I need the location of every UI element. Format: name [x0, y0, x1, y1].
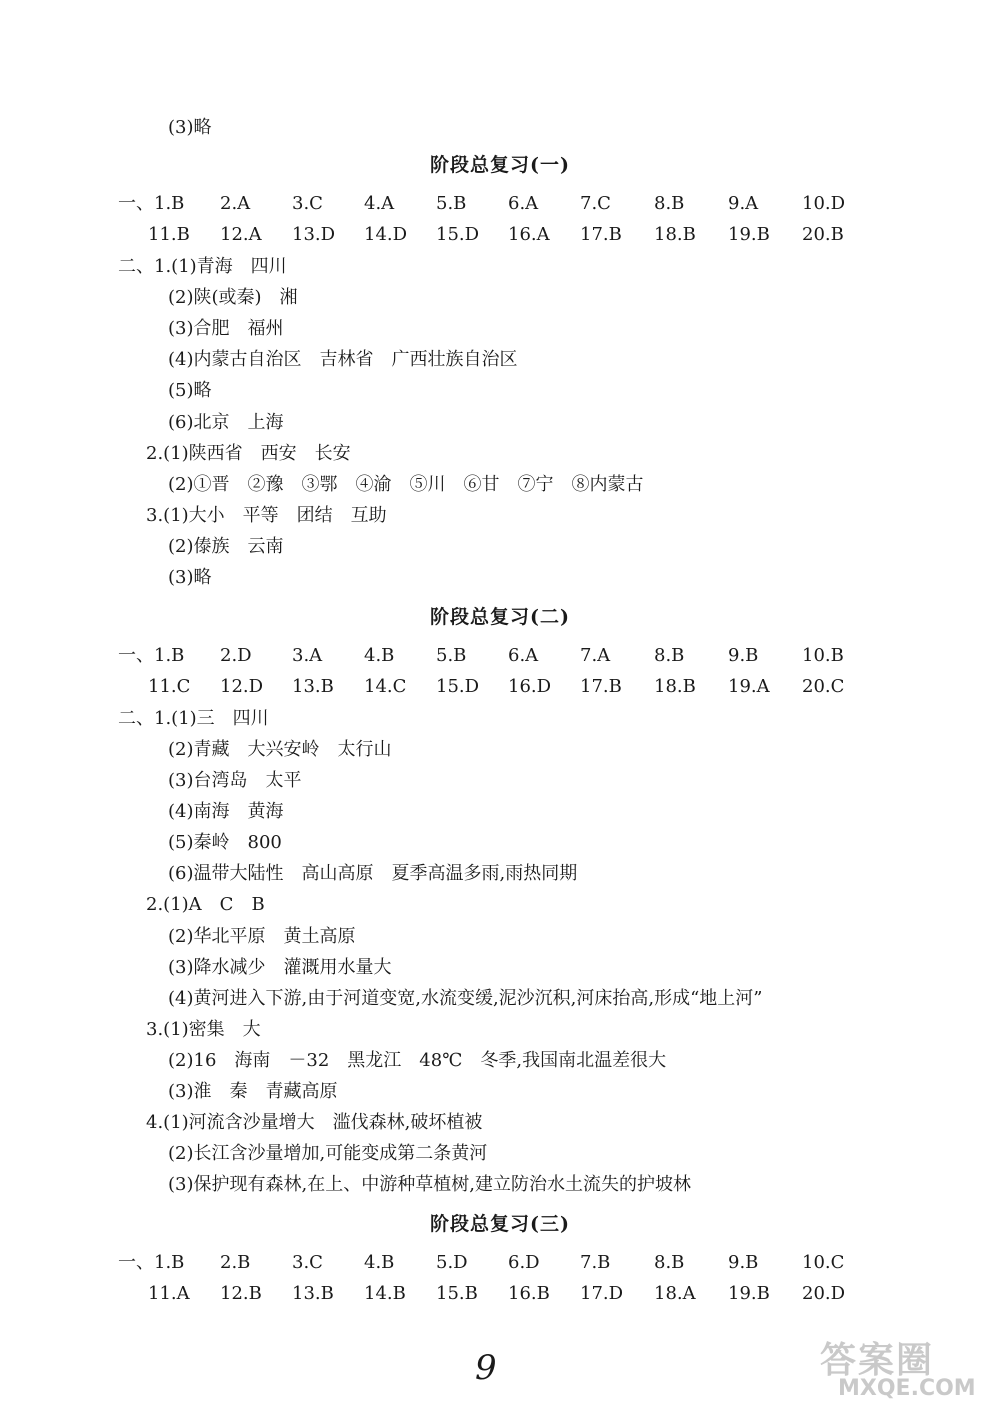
- answer: 16.D: [508, 676, 552, 697]
- answer: 18.B: [654, 676, 696, 697]
- answer-line: (4)内蒙古自治区 吉林省 广西壮族自治区: [168, 349, 518, 370]
- answer-line: (3)略: [168, 567, 212, 588]
- answer: 10.B: [802, 645, 844, 666]
- watermark-logo-text: 答案圈: [820, 1340, 935, 1381]
- page-number: 9: [475, 1348, 497, 1388]
- answer: 12.D: [220, 676, 264, 697]
- answer: 7.B: [580, 1252, 611, 1273]
- answer-line: (2)华北平原 黄土高原: [168, 926, 356, 947]
- answer: 10.C: [802, 1252, 845, 1273]
- answer-line: (5)秦岭 800: [168, 832, 282, 853]
- answer-line: (4)南海 黄海: [168, 801, 284, 822]
- answer-line: (2)16 海南 －32 黑龙江 48℃ 冬季,我国南北温差很大: [168, 1050, 667, 1071]
- section-1-mc-row-1: [0, 192, 1000, 216]
- answer: 4.B: [364, 1252, 395, 1273]
- answer: 16.A: [508, 224, 550, 245]
- answer-line: (3)台湾岛 太平: [168, 770, 302, 791]
- section-2-mc-row-1: [0, 644, 1000, 668]
- answer-line: (2)①晋 ②豫 ③鄂 ④渝 ⑤川 ⑥甘 ⑦宁 ⑧内蒙古: [168, 474, 644, 495]
- answer: 3.A: [292, 645, 323, 666]
- answer: 20.B: [802, 224, 844, 245]
- answer-line: 二、1.(1)青海 四川: [118, 256, 287, 277]
- answer: 14.D: [364, 224, 408, 245]
- answer-line: (4)黄河进入下游,由于河道变宽,水流变缓,泥沙沉积,河床抬高,形成“地上河”: [168, 988, 763, 1009]
- answer-line: (3)淮 秦 青藏高原: [168, 1081, 338, 1102]
- answer-line: (2)长江含沙量增加,可能变成第二条黄河: [168, 1143, 488, 1164]
- section-3-mc-row-1: [0, 1251, 1000, 1275]
- answer: 19.B: [728, 224, 770, 245]
- answer: 13.B: [292, 676, 334, 697]
- answer: 2.A: [220, 193, 251, 214]
- answer: 5.B: [436, 645, 467, 666]
- answer-line: (3)降水减少 灌溉用水量大: [168, 957, 392, 978]
- answer: 9.B: [728, 645, 759, 666]
- section-2-mc-row-2: [0, 675, 1000, 699]
- answer-line: (2)青藏 大兴安岭 太行山: [168, 739, 392, 760]
- answer: 15.D: [436, 224, 480, 245]
- answer: 10.D: [802, 193, 846, 214]
- answer: 2.D: [220, 645, 252, 666]
- answer: 14.C: [364, 676, 407, 697]
- answer: 8.B: [654, 1252, 685, 1273]
- answer: 17.B: [580, 676, 622, 697]
- answer: 3.C: [292, 193, 323, 214]
- answer: 7.A: [580, 645, 611, 666]
- answer: 18.B: [654, 224, 696, 245]
- answer: 6.D: [508, 1252, 540, 1273]
- answer-line: (3)合肥 福州: [168, 318, 284, 339]
- answer: 5.B: [436, 193, 467, 214]
- answer: 20.D: [802, 1283, 846, 1304]
- answer-line: 二、1.(1)三 四川: [118, 708, 269, 729]
- answer: 19.A: [728, 676, 770, 697]
- section-2-title: 阶段总复习(二): [430, 606, 570, 628]
- watermark-logo: [820, 1332, 990, 1404]
- answer-line: 4.(1)河流含沙量增大 滥伐森林,破坏植被: [146, 1112, 483, 1133]
- answer: 4.B: [364, 645, 395, 666]
- answer: 17.D: [580, 1283, 624, 1304]
- answer-line: 3.(1)密集 大: [146, 1019, 261, 1040]
- answer-line: 2.(1)陕西省 西安 长安: [146, 443, 351, 464]
- answer: 一、1.B: [118, 645, 185, 666]
- section-3-mc-row-2: [0, 1282, 1000, 1306]
- answer-line: 2.(1)A C B: [146, 894, 265, 915]
- answer: 6.A: [508, 645, 539, 666]
- answer: 20.C: [802, 676, 845, 697]
- answer-line: 3.(1)大小 平等 团结 互助: [146, 505, 387, 526]
- answer: 15.D: [436, 676, 480, 697]
- answer: 7.C: [580, 193, 611, 214]
- answer: 2.B: [220, 1252, 251, 1273]
- answer: 16.B: [508, 1283, 550, 1304]
- answer: 一、1.B: [118, 193, 185, 214]
- watermark-url: MXQE.COM: [838, 1376, 976, 1401]
- answer: 4.A: [364, 193, 395, 214]
- answer: 8.B: [654, 193, 685, 214]
- answer-line: (6)北京 上海: [168, 412, 284, 433]
- answer: 18.A: [654, 1283, 696, 1304]
- top-note: (3)略: [168, 117, 212, 138]
- answer: 13.B: [292, 1283, 334, 1304]
- answer: 12.A: [220, 224, 262, 245]
- answer: 11.B: [148, 224, 190, 245]
- answer: 11.C: [148, 676, 191, 697]
- answer-line: (3)保护现有森林,在上、中游种草植树,建立防治水土流失的护坡林: [168, 1174, 691, 1195]
- answer: 17.B: [580, 224, 622, 245]
- answer: 8.B: [654, 645, 685, 666]
- section-1-title: 阶段总复习(一): [430, 154, 570, 176]
- answer: 11.A: [148, 1283, 190, 1304]
- answer: 19.B: [728, 1283, 770, 1304]
- answer: 13.D: [292, 224, 336, 245]
- answer: 14.B: [364, 1283, 406, 1304]
- answer: 6.A: [508, 193, 539, 214]
- answer: 3.C: [292, 1252, 323, 1273]
- answer-line: (5)略: [168, 380, 212, 401]
- answer-line: (6)温带大陆性 高山高原 夏季高温多雨,雨热同期: [168, 863, 578, 884]
- answer: 一、1.B: [118, 1252, 185, 1273]
- answer: 15.B: [436, 1283, 478, 1304]
- answer: 12.B: [220, 1283, 262, 1304]
- section-1-mc-row-2: [0, 223, 1000, 247]
- answer-line: (2)傣族 云南: [168, 536, 284, 557]
- section-3-title: 阶段总复习(三): [430, 1213, 570, 1235]
- answer: 9.B: [728, 1252, 759, 1273]
- answer-line: (2)陕(或秦) 湘: [168, 287, 298, 308]
- answer: 5.D: [436, 1252, 468, 1273]
- answer: 9.A: [728, 193, 759, 214]
